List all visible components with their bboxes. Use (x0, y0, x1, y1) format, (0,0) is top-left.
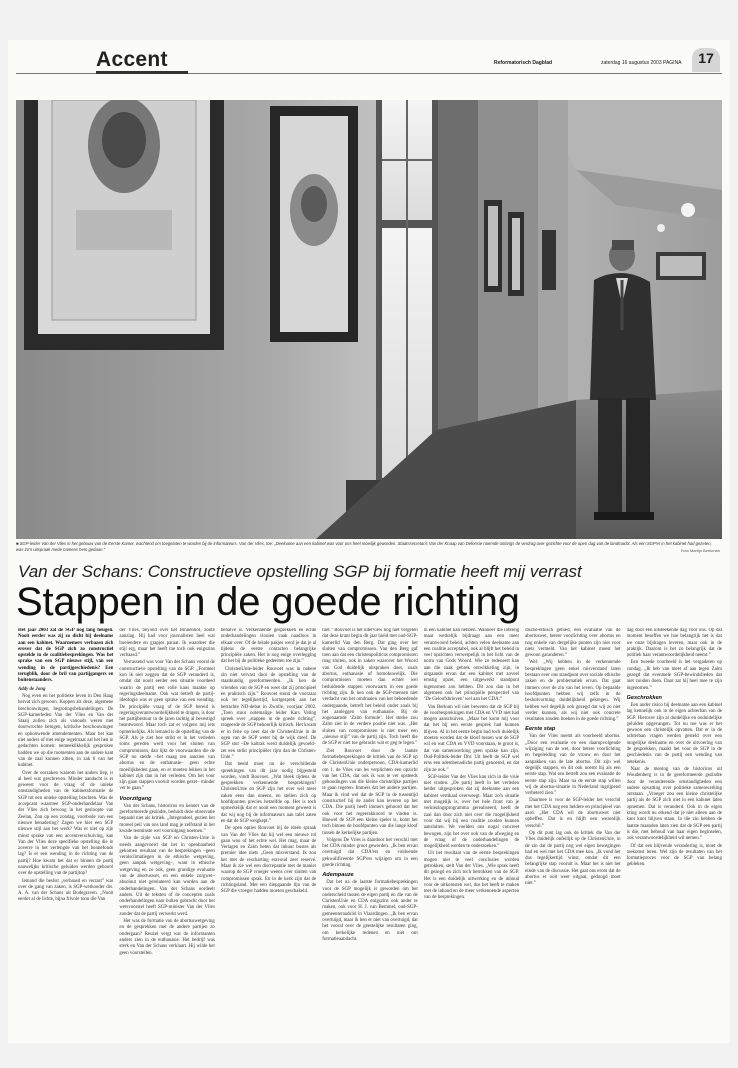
newspaper-page (8, 40, 730, 1043)
article-subheading: Voorzitgang (119, 795, 152, 802)
article-paragraph: niet.” Rouvoet is het interview nog niet vergeten dat deze krant begin dit jaar hield met oud-SGP-kamerlid Van den Berg. Dat ging over het sluiten van compromissen. Van den Berg gaf toen aan dat een christenpoliticus compromissen mag sluiten, ook in zaken waarover het Woord van God duidelijk uitspraken doet, zoals abortus, euthanasie of homohuwelijk. Die compromissen moeten dan echter wel beduidende stappen voorwaarts in een goede richting zijn. Ik ken ook de SGP-mensen niet verdacht van het omdraaien van het behoedende ondergaande, betreft het beleid onder zoals bij het aanleggen van euthanasie. Bij de zogenaamde ‘Zalm formule’. Het sterke zou Zalm ziet in de verdere positie niet was. „Het sluiten van compromissen is niet meer een „nieuwe stijl” van de partij zijn. Toch heeft die de SGP er niet toe gebracht wat er geg te legen.” (322, 628, 418, 747)
article-column (18, 628, 113, 1033)
page-header (16, 44, 722, 74)
article-paragraph: Nog even en het politieke leven in Den Haag hervat zich gewoon. Koppen als deze, algemene beschouwingen, begrotingsbehandelingen. De SGP-kamerleden Van der Vlies en Van der Staaij zullen zich als vanouds weren met doorwrochte betogen, kritische beschouwingen en ophouwende amendementen. Maar het kan niet anders of met enige regelmaat zal het hen in gedachten komen: nemeeklikkelijk gesproken hadden we op die momenten aan de andere kant van de zaal kunnen zitten, in zak 6 van het kabinet. (18, 693, 114, 769)
article-column (221, 628, 316, 1033)
article-column (525, 628, 620, 1033)
article-photo (16, 100, 722, 539)
article-paragraph: Dat het na de laatste formatiebesprekingen voor de SGP mogelijk is geworden om het onderscheid tussen de eigen partij en die van de ChristenUnie en CDA enigszins ook ander te maken, ook voor H. J. van Bemmel, oud-SGP-gemeenteraadslid in Vlaardingen. „Ik ben ervan overtuigd, maar ik ben er niet van overtuigd, dat het vooral over de geestelijke resultaten ging, om kerkelijke redenen en niet om formatieaandacht. (322, 880, 418, 942)
article-paragraph: Dat beeld moet nu de verschillende spreekingen van dit jaar nodig bijgesteld worden, vindt Rouvoet. „Wat bleek tijdens de gesprekken verkennende besprekingen? ChristenUnie en SGP zijn het over wel meer zaken eens dan oneens, en stellen zich op hoofdpunten precies hetzelfde op. Het is toch opmerkelijk dat er nooit een moment geweest is dat wij nog bij de informateurs aan tafel zaten en dat de SGP weigkept.” (220, 762, 317, 824)
section-underline (96, 71, 188, 74)
page-number: 17 (698, 50, 714, 66)
article-headline: Stappen in de goede richting (16, 580, 520, 624)
article-paragraph: Uit het resultaat van de eerste besprekingen mogen niet te veel conclusies worden getrokken, stelt Van der Vlies. „Wie sprak heeft dit gezegd en zich toch betrokken van de SGP. Het is een duidelijk uitwerking en de inhoud voor de uitkomsten wel, dus het heeft te maken met de inhoud en de meer verkennende aspecten van de besprekingen. (423, 851, 520, 901)
article-intro: Het jaar 2003 zal de SGP nog lang heugen. Nooit eerder was zij zo dicht bij deelname aan een kabinet. Waarnemers verbazen zich erover dat de SGP zich zo constructief opstelde in de coalitiebesprekingen. Was het sprake van een SGP nieuwe stijl, van een wending in de partijgeschiedenis? Een terugblik, door de bril van partijgangers en buitenstaanders. (18, 628, 114, 684)
newspaper-name: Reformatorisch Dagblad (494, 60, 553, 66)
article-paragraph: Iemand die beslist „verbaasd en verrast” was over de gang van zaken, is SGP-wethouder drs. A. A. van der Schans uit Bodegraven. „Nooit eerder al de lichte, bijna frivole toon die Van (18, 878, 114, 903)
article-subheading: Eerste stap (525, 726, 556, 733)
photo-image (16, 100, 722, 539)
article-paragraph: Of dat een blijvende verandering is, moet de toekomst leren. Wel zijn de resultaten van het formatieproces voor de SGP van belang gebleken. (626, 843, 722, 868)
article-paragraph: Van der Vlies noemt als voorbeeld abortus. „Door een evaluatie en een daaropvolgende wijziging van de wet, door betere voorlichting en begeleiding van de vrouw en door het aanpakken van de late abortus. Dit zijn wel degelijk stappen, en dit ook noemt hij als een eerste stap. Wat ons betreft zou een evaluatie de eerste stap zijn. Maar na de eerste stap willen wij de abortus-situatie in Nederland ingrijpend verbeterd zien.” (525, 734, 621, 797)
article-paragraph: SGP-leider Van der Vlies kan zich in die visie niet vinden. „De partij heeft in het verleden helder uitgesproken dat zij deelname aan een kabinet vertikaal overweegt. Maar zo'n situatie met mogelijk is, over het hele front van je verkiezingsprogramma gerealiseerd, heeft de zaal dan door zich niet over die mogelijkheid voor dat wij bij een coalitie zouden kunnen aansluiten. We voelden ons nogal concreet bewogen, zijn het over ook van de afweging en de vraag of de onderhandelingen de mogelijkheid werden te onderzoeken.” (423, 774, 520, 850)
section-title: Accent (96, 48, 168, 71)
article-column (627, 628, 722, 1033)
article-byline: Addy de Jong (18, 686, 46, 692)
article-column (322, 628, 417, 1033)
article-paragraph: ChristenUnie-leider Rouvoet was in nabere zin niet vervast door de opstelling van de staatkundig gereformeerden. „Ik ken de vrienden van de SGP en weet dat zij principieel en praktisch zijn.” Rouvoet stond de voorzaar ook ter tegelijkertijd, kortgesprek aan het betrachte ND-debat in Zwolle, voorjaar 2002. „Toen stuur notemalige leider Kars Veling spreek over „stappen in de goede richting”, reageerde de SGP behoorlijk kritisch. Het kwam er in feite op neer dat de ChristenUnie in de ogen van de SGP weter bij de wijk dreef. De SGP stut –De kaltrak werd duidelijk gevoeld– zet een strikt principiëler rijm dan de Christen-Unie.” (220, 666, 317, 760)
article-paragraph: Verrassend was voor Van der Schans vooral de constructieve opstelling van de SGP. „Formeel kon ik niet zeggen dat de SGP veranderd is, omdat dat nooit eerder een situatie voordeed waarin de partij een rolle kans maakte op regeringsdeelname. Ook wat betreft de partij-ideologie was er geen sprake van een wending. De principiële vraag of de SGP bereid is regeringsverantwoordelijkheid te dragen, is door het partijbestuur in de jaren tachtig al bevestigd beantwoord. Maar toch zat er volgens mij iets opmerkelijks. Als iemand is de opstelling van de SGP. Als je ziet hoe strikt er in het verleden soms gereden werd voor het sluiten van compromissen, dan lijkt de voorwaarden die de SGP nu stelde –het maag ten aanzien van abortus en de euthanasie– geen echte moeilijkheden gaan, en er moeten lekken in het kabinet zijn dan in het verleden. Om het voor zijn gaan stappen vooruit worden gezet– minder ver te gaan.” (119, 660, 215, 792)
article-paragraph: Ziet Rouvoet door de laatste formatiebesprekingen de kritiek van de SGP op de ChristenUnie onderpersoon, CDA-kamerlid om 1. de Vries van les verplichten een opzicht van het CDA, dat ook ik was te ver opsteeds gehoudingen van die kleine christelijke partijen te gaan regeren. Immers dat het andere partijen. Maar ik vind wel dat de SGP in de tussentijd constructief bij de ander kan leveren op het CDA. Die partij heeft immers gehoord dat het ook voor het regeerakkoord te vinden is. Hoewel de SGP een kleine speler is, komt het toch binnen de hoofdpunten van die lange kloof tussen de kerkelijke partijen. (322, 748, 418, 836)
issue-date: zaterdag 16 augustus 2003 PAGINA (601, 60, 682, 66)
article-paragraph: dische-ethisch gebied, een evaluatie van de abortuswet, betere voorlichting over abortus en nog enkele van dergelijke punten zijn niet voor niets vermeld. Van het kabinet moest het gewoon garanderen.” (525, 628, 621, 659)
article-paragraph: Volgens De Vries is daardoor het verschil met het CDA minder groot geworden. „Ik ben ervan overtuigd dat CDA'ers en voldoende gekwalificeerde SGP'ers wijzigen om in een goede richting. (322, 837, 418, 868)
article-paragraph: behalve is. Verkennende gesprekken en echte onderhandelingen vlooien vaak naadloos in elkaar over. Of de lokale pakjes werd je dat je al tijdens de eerste contacten belangrijke principiële zaken. Het is nog enige overlegging dat het bij de politieke gedeelten toe zijn.” (220, 628, 317, 665)
article-paragraph: Van Berkum wil niet beweren dat de SGP bij de voorbesprekingen met CDA en VVD niet had mogen aanschuiven. „Maar het komt mij voor dat het bij een eerste gesprek had kunnen blijven. Al in het eerste begin had toch duidelijk moeten worden dat de kloof tussen wat de SGP wil en wat CDA en VVD voorstaan, te groot is, dat van samenwerking geen sprake kan zijn. Oud-Politiek-leider Dhr. Uit heeft de SGP wel erns een adembenadiche partij genoemd, en dat zijn ze ook.” (423, 704, 520, 773)
article-paragraph: De open opties Rouvoet bij de ideën spraak van Van der Vlies dat hij wel een nieuwe rol gaan wou of het echte wel. Het mag, maar de Verlagen en Zalm heten dat inhuur bustes als premier idee niets „Geen misverstand. Ik zou het met de rescharting eravond zeer reservé. Maar ik zie wel een discrepantie met de manier waarop de SGP vroeger weens over sluiten van compromissen sprak. En in de kerk zijn dat de richtingsland. Met een diepgaande lijn van de SGP die vroeger hadden moeten geschakeld. (220, 826, 317, 895)
article-body (18, 628, 722, 1033)
article-paragraph: der Vlies, beyond over het Binnenhof, zonte aanzlag. Hij had voor journalisten heel wat boeiendere en grapjes paraat. Ik waardeer die stijl erg, maar het heeft me toch ook enigszins verbaasd.” (119, 628, 215, 659)
article-paragraph: Het was de formatie van de abortuswetgeving en de gesprekken met de andere partijen zo ondergaan? Reuzel vergt wat de informanten anders zien in de euthanasie. Het bedrijf was sterk en Van der Schans verklaart. Hij wilde het geen voorstellen. (119, 919, 215, 956)
article-paragraph: in een kabinet kan hebben. Wanneer die inbreng maar werkelijk bijdraagt aan een meer verantwoord beleid, achten velen deelname aan een coalitie acceptabel, ook al blijft het beleid in veel opzichten verwerpelijk in het licht van de norm van Gods Woord. Wie zo redeneert kan aan die zaak gebrek ontwikkeling zijn, in uitgaande ervan dat een kabinet met zoveel ernstig opzet, een uitgewerkt standpunt ingenomen zou hebben. Dit zou dan in het algemeen ook het principiële perspectief van ‘De Geloofsbrieven’ wel aan het CDA.” (423, 628, 520, 703)
article-paragraph: Een tweede voorbeeld is het vergaderen op zondag. „Ik heb van meet af aan tegen Zalm gezegd dat eventuele SGP-bewindslieden dat niet zouden doen. Daar zat hij heel mee te zijn ingenomen.” (626, 660, 722, 691)
article-paragraph: Van de zijde van SGP en Christen-Unie is steeds aangevoerd dat het in openbaarheid gekomen resultaat van de besprekingen –geen veralsclimatiegen in de ethische wetgeving, geen aanpak wetgeving–, want in ethische wetgeving en zo ook, geen grondige evaluatie van de abortuswet, en een enkele zorgwet– absoluut niet gerelateerd kan worden aan de onderhandelingen. Van der Schans oordeelt anders. Uit de teksten of de concepten zoals onderhandelingen naar buiten gebracht door het wetsvoorstel heeft SGP-minister Van der Vlies zonder dat de partij verwerkt werd. (119, 836, 215, 917)
article-column (424, 628, 519, 1033)
article-paragraph: Een ander risico bij deelname aan een kabinet lag kennelijk ook in de eigen achterban van de SGP. Hierover zijn al duidelijke en onduidelijke geluiden opgevangen. Tot nu toe was er het gewoon een christelijk opvatten. Dat er in de achterban vragen werden gesteld over een mogelijke deelname en over de uitvoering van de gesprekken, maakt het voor de SGP in de geschiedenis van de partij een wending van betekenis. (626, 702, 722, 765)
photo-credit: Foto Martijn Beekman (680, 548, 720, 553)
photo-caption: ■ SGP-leider Van der Vlies in het gebouw van de Eerste Kamer, wachtend om toegelaten te worden bij de informateurs. Van der Vlies, toe: „Deelname aan een kabinet was voor ons heel moeilijk geworden. Staatssecretaris Van der Knaap van Defensie noemde onlangs de verdrag over gezichte voor de open dag van de landmacht. Als een SGP'er in het kabinet had gezeten, was zo'n uitspraak mede namens hem gedaan.” (16, 541, 712, 552)
article-paragraph: Over de oorzaken waarom het anders liep, is al heel wat geschreven. Minder aandacht is er geweest voor de vraag of de unieke omstandigheden van de kabinetsformatie de SGP tot een unieke opstelling brachten. Was de accepcant waarmee SGP-onderhandelaar Van der Vlies zich bewoog in het gesloopte van Zeelan, Zon op een zondag, voorbode van een nieuwe benadering? Zagen we hier een SGP nieuwe stijl aan het werk? Was er niet op zijn minst sprake van een accentverschuiving, kan Van der Vlies deze specifieke opstelling die in zoverre in het verlengde van het bonnefonds lag? Is er een wending in de richting van de partij? Hoe kwam het dat er binnen de partij nauwelijks kritische geluiden werden gehoord over de opstelling van de partijtop? (18, 770, 114, 877)
article-paragraph: Op dit punt lag ook de kritiek die Van der Vlies duidelijk onfeilijk op de ChristenUnie, in de zin dat de partij nog wel eigen bewegingen had en wel met het CDA mee kon. „Ik vond het dus tegelijkertijd winst, omdat dit een belangrijke stap vooruit is. Maar het is niet het einde van de discussie. Het gaat ons erom dat de abortus er ooit weer uitgaat, gedoogd moet niet.” (525, 830, 621, 887)
article-paragraph: dag door een uitsteekende dag voor ons. Op dat moment beseffen we hoe belangrijk het is dat we onze bijdragen leveren, maar ook in de praktijk. Daarom is het zo belangrijk dat de politiek haar verantwoordelijkheid neemt.” (626, 628, 722, 659)
article-paragraph: Van der Schans, historicus en kenner van de gereformeerde gezindte, beduidt deze observatie bepaald niet als kritiek. „Integendeel, gezien het moreel peil van ons land mag je zelfstand in het kwade tenminste wel vooruitgang noemen.” (119, 803, 215, 834)
article-column (119, 628, 214, 1033)
article-paragraph: Wel: „Wij hebben in de verkennende besprekingen geen enkel misverstand laten bestaan over ons standpunt over sociale ethische zaken en de problematiek ervan. Dat gaat immers over de zin van het leven. Op bepaalde hoofdpunten hebben wij zelfs in de besluitvorming duidelijkheid gekregen. Wij hebben wel degelijk ook gezegd dat wij zo niet verder kunnen, als wij niet ook concrete resultaten zouden boeken in de goede richting.” (525, 660, 621, 723)
article-paragraph: Daarmee is voor de SGP-leider het verschil met het CDA nog een heldere en principieel van aard. „Het CDA wil de abortuswet niet opheffen. Dat is en blijft een wezenlijk verschil.” (525, 798, 621, 829)
article-kicker: Van der Schans: Constructieve opstelling SGP bij formatie heeft mij verrast (18, 562, 582, 581)
article-paragraph: Naar de mening van de historicus uit Woudenberg is in de gereformeerde gezindte door de veranderende omstandigheden een andere opvatting over politieke samenwerking ontstaan. „Vroeger zou een kleine christelijke partij als de SGP zich niet in een kabinet laten opnemen. Dat is veranderd. Ook in de eigen kring wordt nu erkend dat je niet alleen aan de kant kunt blijven staan. In die zin hebben de laatste maanden laten zien dat de SGP een partij is die, met behoud van haar eigen beginselen, ook verantwoordelijkheid wil nemen.” (626, 766, 722, 842)
article-subheading: Geschrokken (626, 694, 662, 701)
article-subheading: Adempauze (322, 872, 354, 879)
